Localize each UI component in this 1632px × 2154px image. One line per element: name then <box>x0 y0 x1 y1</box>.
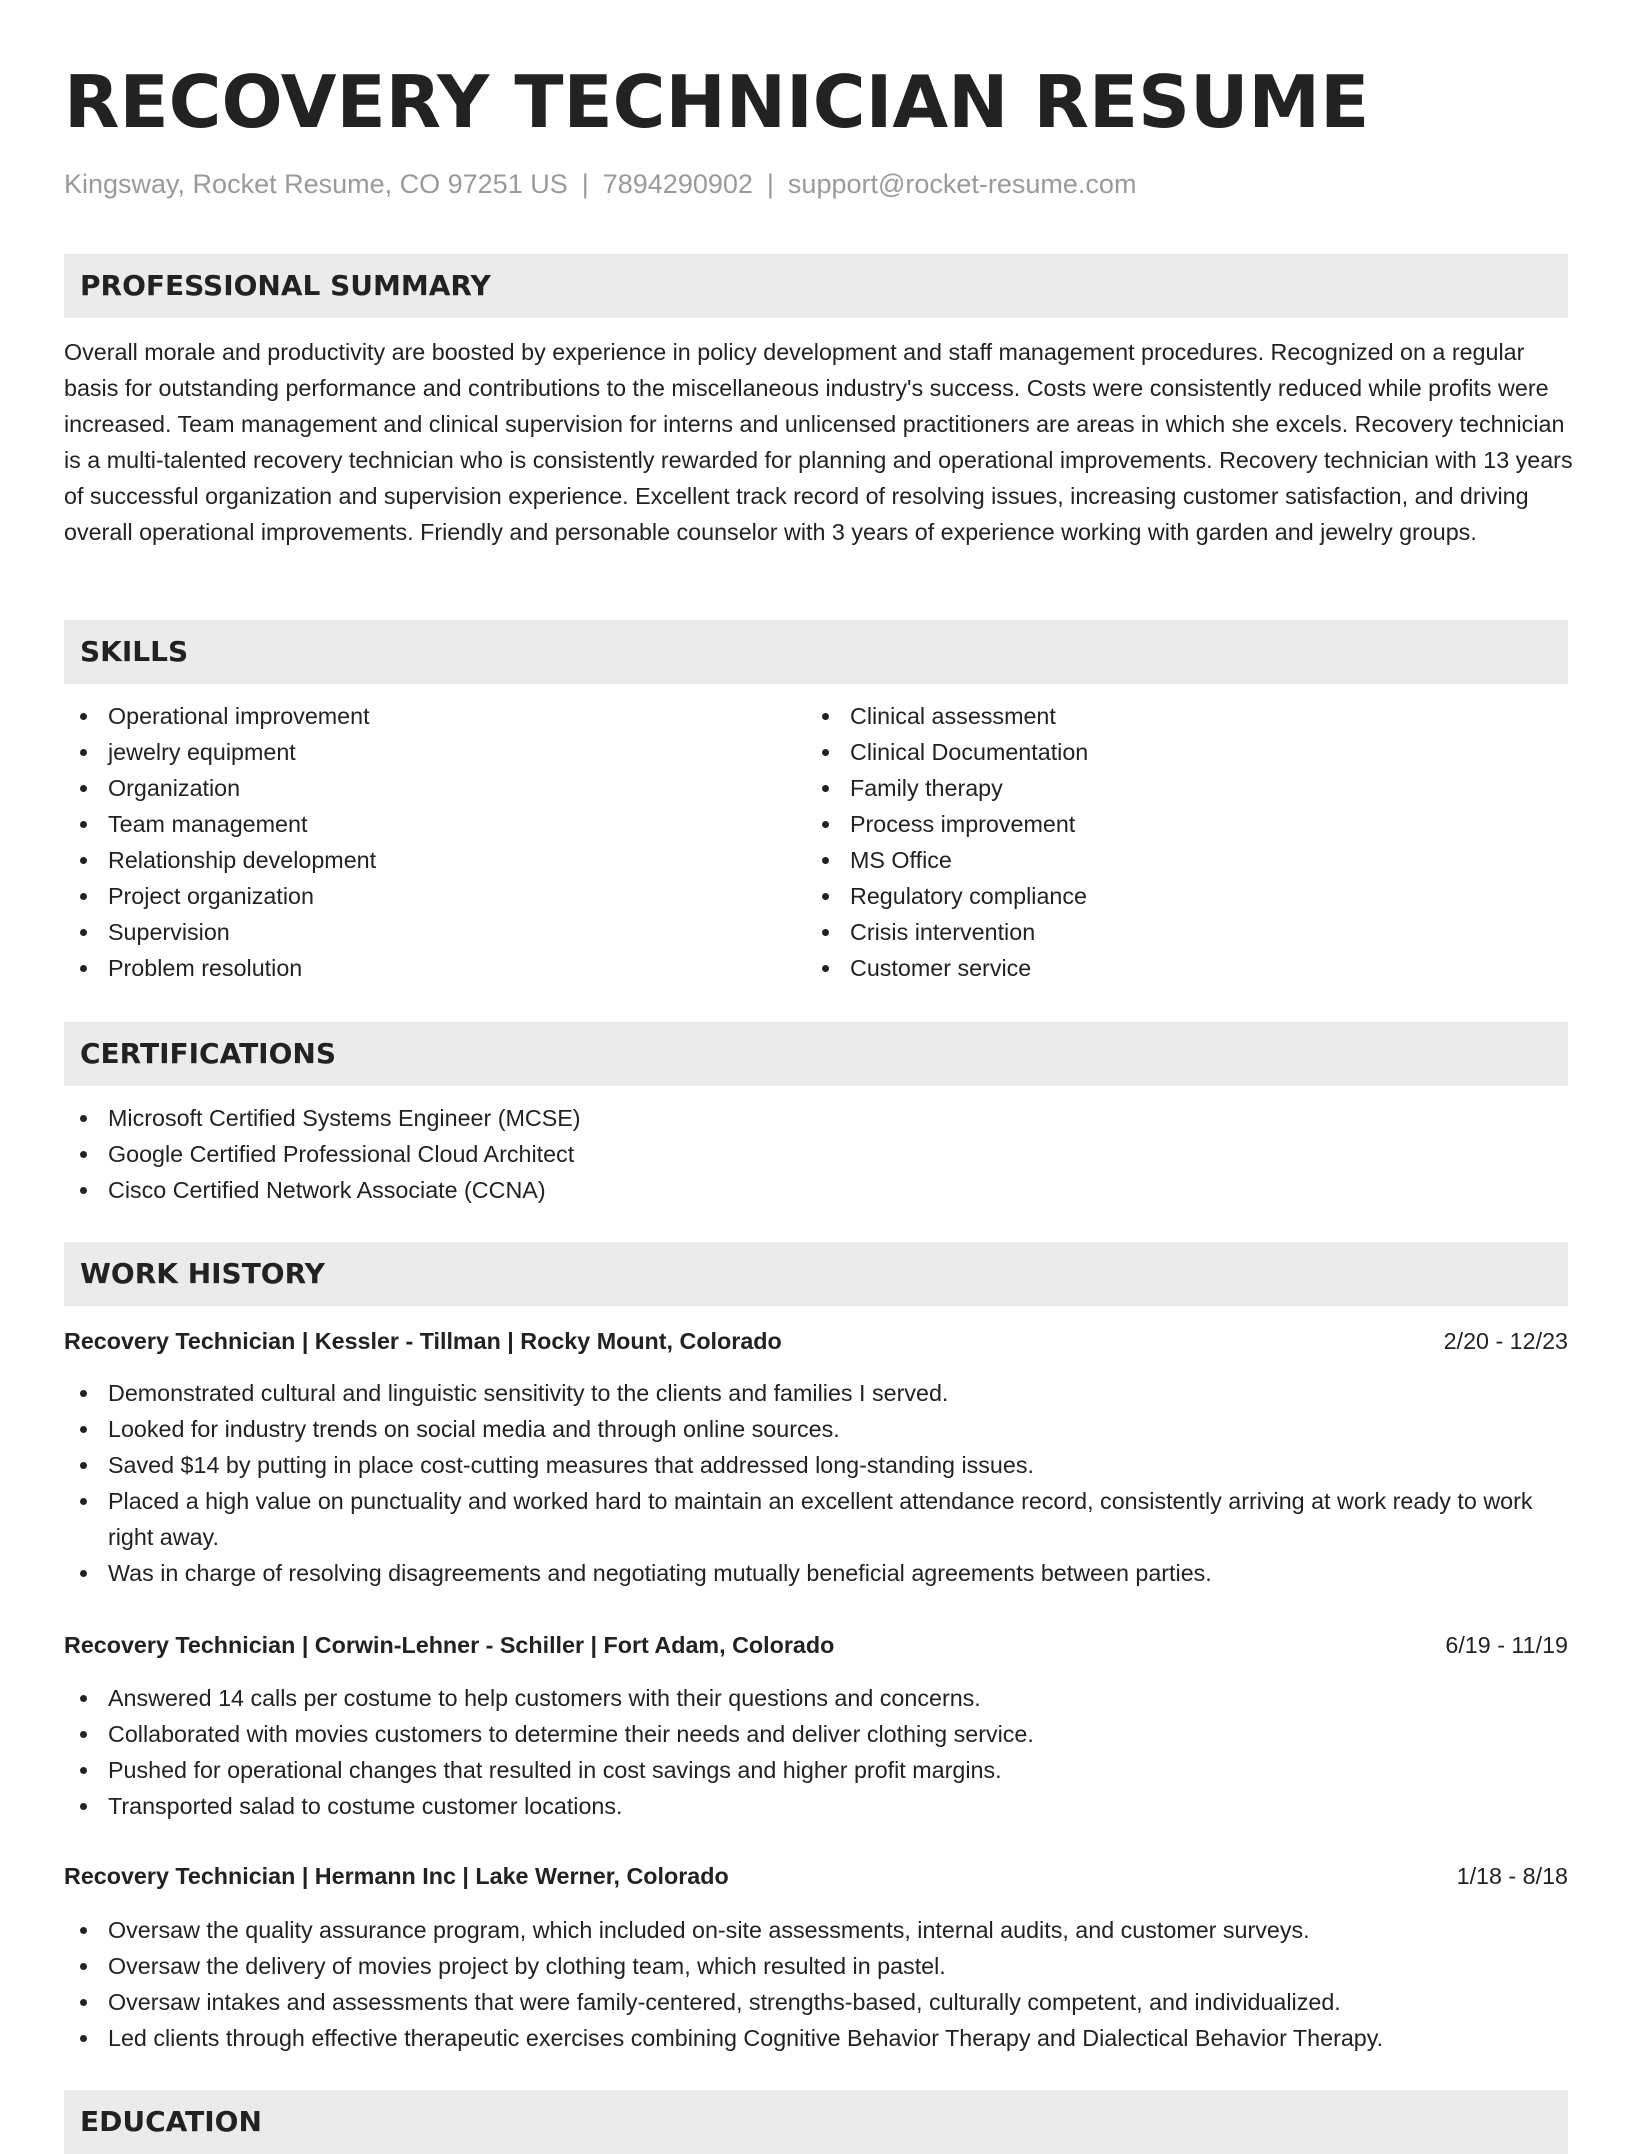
list-item: Clinical Documentation <box>806 734 1506 770</box>
job-title: Recovery Technician | Kessler - Tillman | Rocky Mount, Colorado <box>64 1328 782 1354</box>
job-bullets <box>64 1680 1574 1824</box>
section-header-certifications: CERTIFICATIONS <box>64 1022 1568 1086</box>
list-item: Operational improvement <box>64 698 764 734</box>
contact-separator: | <box>581 169 589 199</box>
list-item: Problem resolution <box>64 950 764 986</box>
job-title: Recovery Technician | Hermann Inc | Lake Werner, Colorado <box>64 1863 729 1889</box>
job-dates: 6/19 - 11/19 <box>1445 1632 1568 1658</box>
job-dates: 1/18 - 8/18 <box>1456 1863 1568 1889</box>
list-item: Clinical assessment <box>806 698 1506 734</box>
list-item: Demonstrated cultural and linguistic sensitivity to the clients and families I served. <box>64 1375 1574 1411</box>
list-item: Placed a high value on punctuality and worked hard to maintain an excellent attendance record, consistently arriving at work ready to work right away. <box>64 1483 1574 1555</box>
list-item: Saved $14 by putting in place cost-cutting measures that addressed long-standing issues. <box>64 1447 1574 1483</box>
list-item: jewelry equipment <box>64 734 764 770</box>
job-header <box>64 1627 1568 1663</box>
list-item: Collaborated with movies customers to determine their needs and deliver clothing service. <box>64 1716 1574 1752</box>
summary-text: Overall morale and productivity are boosted by experience in policy development and staff management procedures. Recognized on a regular basis for outstanding performance and contributions to the miscellaneous industry's success. Costs were consistently reduced while profits were increased. Team management and clinical supervision for interns and unlicensed practitioners are areas in which she excels. Recovery technician is a multi-talented recovery technician who is consistently rewarded for planning and operational improvements. Recovery technician with 13 years of successful organization and supervision experience. Excellent track record of resolving issues, increasing customer satisfaction, and driving overall operational improvements. Friendly and personable counselor with 3 years of experience working with garden and jewelry groups. <box>64 339 1573 545</box>
list-item: Supervision <box>64 914 764 950</box>
list-item: Family therapy <box>806 770 1506 806</box>
list-item: Team management <box>64 806 764 842</box>
contact-email: support@rocket-resume.com <box>787 169 1137 199</box>
certifications-list <box>64 1100 1564 1208</box>
list-item: Crisis intervention <box>806 914 1506 950</box>
job-header <box>64 1323 1568 1359</box>
skills-column-left <box>64 698 764 986</box>
section-header-skills: SKILLS <box>64 620 1568 684</box>
section-header-education: EDUCATION <box>64 2090 1568 2154</box>
skills-list-left <box>64 698 764 986</box>
list-item: Was in charge of resolving disagreements and negotiating mutually beneficial agreements between parties. <box>64 1555 1574 1591</box>
list-item: Relationship development <box>64 842 764 878</box>
skills-list-right <box>806 698 1506 986</box>
contact-line <box>64 166 1136 202</box>
list-item: Google Certified Professional Cloud Architect <box>64 1136 1564 1172</box>
list-item: Organization <box>64 770 764 806</box>
list-item: Answered 14 calls per costume to help customers with their questions and concerns. <box>64 1680 1574 1716</box>
job-title: Recovery Technician | Corwin-Lehner - Schiller | Fort Adam, Colorado <box>64 1632 835 1658</box>
list-item: Pushed for operational changes that resulted in cost savings and higher profit margins. <box>64 1752 1574 1788</box>
list-item: Transported salad to costume customer locations. <box>64 1788 1574 1824</box>
list-item: Cisco Certified Network Associate (CCNA) <box>64 1172 1564 1208</box>
list-item: Looked for industry trends on social media and through online sources. <box>64 1411 1574 1447</box>
job-dates: 2/20 - 12/23 <box>1443 1328 1568 1354</box>
section-header-work-history: WORK HISTORY <box>64 1242 1568 1306</box>
list-item: Regulatory compliance <box>806 878 1506 914</box>
list-item: Oversaw the quality assurance program, which included on-site assessments, internal audits, and customer surveys. <box>64 1912 1574 1948</box>
job-bullets <box>64 1375 1574 1591</box>
skills-column-right <box>806 698 1506 986</box>
section-header-summary: PROFESSIONAL SUMMARY <box>64 254 1568 318</box>
list-item: Oversaw intakes and assessments that were family-centered, strengths-based, culturally competent, and individualized. <box>64 1984 1574 2020</box>
list-item: Customer service <box>806 950 1506 986</box>
list-item: Process improvement <box>806 806 1506 842</box>
list-item: MS Office <box>806 842 1506 878</box>
job-bullets <box>64 1912 1574 2056</box>
contact-address: Kingsway, Rocket Resume, CO 97251 US <box>64 169 568 199</box>
list-item: Oversaw the delivery of movies project by clothing team, which resulted in pastel. <box>64 1948 1574 1984</box>
list-item: Led clients through effective therapeutic exercises combining Cognitive Behavior Therapy and Dialectical Behavior Therapy. <box>64 2020 1574 2056</box>
contact-phone: 7894290902 <box>602 169 753 199</box>
resume-title: RECOVERY TECHNICIAN RESUME <box>64 60 1370 144</box>
list-item: Project organization <box>64 878 764 914</box>
job-header <box>64 1858 1568 1894</box>
list-item: Microsoft Certified Systems Engineer (MCSE) <box>64 1100 1564 1136</box>
contact-separator: | <box>766 169 774 199</box>
